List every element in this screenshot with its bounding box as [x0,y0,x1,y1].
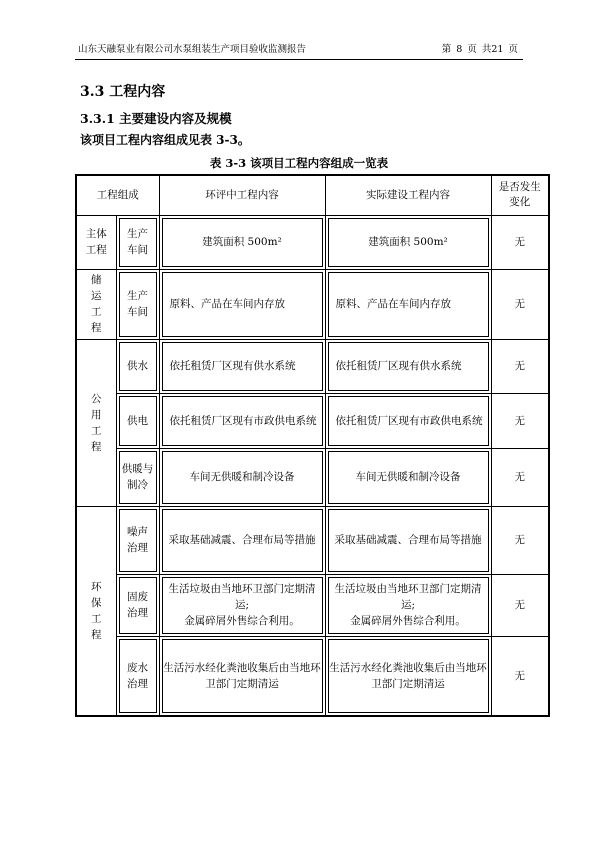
section-heading: 3.3 工程内容 [80,84,166,100]
row-eia: 依托租赁厂区现有供水系统 [159,339,325,393]
table-row [76,215,549,269]
project-content-table [75,174,550,717]
row-item: 固废治理 [116,574,159,636]
row-item: 噪声治理 [116,506,159,574]
header-eia-content: 环评中工程内容 [159,175,325,215]
table-row [76,448,549,506]
group-public-utilities: 公用工程 [76,339,116,506]
header-actual-content: 实际建设工程内容 [325,175,491,215]
row-changed: 无 [491,339,549,393]
table-row [76,574,549,636]
row-actual: 生活污水经化粪池收集后由当地环卫部门定期清运 [325,636,491,716]
table-row [76,393,549,448]
row-actual: 生活垃圾由当地环卫部门定期清运; 金属碎屑外售综合利用。 [325,574,491,636]
table-row [76,506,549,574]
table-row [76,269,549,339]
row-eia: 生活垃圾由当地环卫部门定期清运; 金属碎屑外售综合利用。 [159,574,325,636]
row-actual: 依托租赁厂区现有市政供电系统 [325,393,491,448]
row-eia: 车间无供暖和制冷设备 [159,448,325,506]
row-actual: 车间无供暖和制冷设备 [325,448,491,506]
table-row [76,339,549,393]
row-changed: 无 [491,269,549,339]
header-page-number: 第 8 页 共21 页 [441,44,518,55]
row-item: 生产车间 [116,215,159,269]
table-row [76,636,549,716]
group-main-engineering: 主体工程 [76,215,116,269]
row-item: 供水 [116,339,159,393]
table-caption: 表 3-3 该项目工程内容组成一览表 [209,156,389,170]
row-eia: 生活污水经化粪池收集后由当地环卫部门定期清运 [159,636,325,716]
row-item: 供暖与制冷 [116,448,159,506]
row-actual: 建筑面积 500m² [325,215,491,269]
row-changed: 无 [491,448,549,506]
row-actual: 依托租赁厂区现有供水系统 [325,339,491,393]
row-item: 废水治理 [116,636,159,716]
group-storage-transport: 储运工程 [76,269,116,339]
row-changed: 无 [491,636,549,716]
subsection-heading: 3.3.1 主要建设内容及规模 [80,111,232,126]
header-title: 山东天融泵业有限公司水泵组装生产项目验收监测报告 [78,44,307,55]
row-changed: 无 [491,215,549,269]
header-changed: 是否发生变化 [491,175,549,215]
row-actual: 原料、产品在车间内存放 [325,269,491,339]
row-eia: 依托租赁厂区现有市政供电系统 [159,393,325,448]
row-actual: 采取基础减震、合理布局等措施 [325,506,491,574]
row-changed: 无 [491,393,549,448]
table-header-row [76,175,549,215]
row-item: 供电 [116,393,159,448]
group-environmental-protection: 环保工程 [76,506,116,716]
row-item: 生产车间 [116,269,159,339]
row-eia: 采取基础减震、合理布局等措施 [159,506,325,574]
page-header [75,43,523,60]
row-eia: 建筑面积 500m² [159,215,325,269]
row-eia: 原料、产品在车间内存放 [159,269,325,339]
row-changed: 无 [491,574,549,636]
intro-paragraph: 该项目工程内容组成见表 3-3。 [80,133,250,147]
row-changed: 无 [491,506,549,574]
header-composition: 工程组成 [76,175,159,215]
